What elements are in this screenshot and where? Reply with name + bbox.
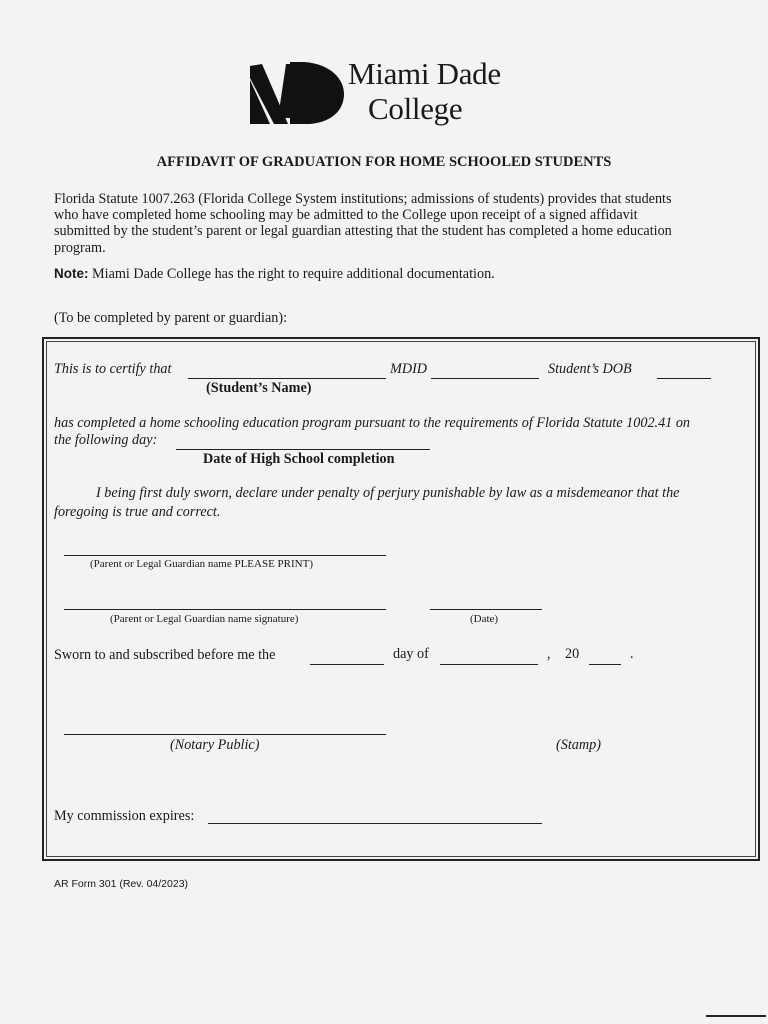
notary-caption: (Notary Public) [170,737,260,753]
intro-paragraph [54,191,714,256]
sworn-day-field[interactable] [310,664,384,665]
md-logo-icon [248,58,346,124]
form-title: AFFIDAVIT OF GRADUATION FOR HOME SCHOOLED STUDENTS [156,154,612,170]
stamp-label: (Stamp) [556,737,601,753]
intro-line: program. [54,239,106,256]
print-name-field[interactable] [64,555,386,556]
signature-field[interactable] [64,609,386,610]
mdid-label: MDID [390,361,428,377]
signature-date-field[interactable] [430,609,542,610]
sworn-year-field[interactable] [589,664,621,665]
certify-prefix: This is to certify that [54,361,172,377]
sworn-year-prefix: 20 [565,646,580,662]
signature-caption: (Parent or Legal Guardian name signature) [110,613,299,625]
note [54,266,495,283]
oath-line2: foregoing is true and correct. [54,504,221,520]
intro-line: Florida Statute 1007.263 (Florida College System institutions; admissions of students) provides that students [54,191,672,207]
dob-field[interactable] [657,378,711,379]
sworn-comma: , [547,646,551,662]
completed-by-instruction: (To be completed by parent or guardian): [54,310,288,326]
program-line2: the following day: [54,432,158,448]
mdid-field[interactable] [431,378,539,379]
scan-mark [706,1015,766,1017]
student-name-field[interactable] [188,378,386,379]
sworn-day-of: day of [393,646,429,662]
intro-line: who have completed home schooling may be admitted to the College upon receipt of a signed affidavit [54,207,638,224]
logo-text-line2: College [368,91,463,126]
sworn-prefix: Sworn to and subscribed before me the [54,647,276,663]
sworn-month-field[interactable] [440,664,538,665]
program-line1: has completed a home schooling education program pursuant to the requirements of Florida Statute 1002.41 on [54,415,691,431]
intro-line: submitted by the student’s parent or legal guardian attesting that the student has completed a home education [54,223,672,240]
dob-label: Student’s DOB [548,361,632,377]
completion-date-field[interactable] [176,449,430,450]
completion-date-caption: Date of High School completion [203,451,395,467]
form-number: AR Form 301 (Rev. 04/2023) [54,878,189,890]
sworn-period: . [630,646,634,662]
commission-field[interactable] [208,823,542,824]
commission-label: My commission expires: [54,808,195,824]
note-text: Miami Dade College has the right to require additional documentation. [88,266,495,282]
logo-text-line1: Miami Dade [348,56,501,91]
note-label: Note: [54,266,89,281]
notary-signature-field[interactable] [64,734,386,735]
student-name-caption: (Student’s Name) [206,380,312,396]
oath-line1: I being first duly sworn, declare under penalty of perjury punishable by law as a misdemeanor that the [96,485,680,501]
signature-date-caption: (Date) [470,613,499,625]
print-name-caption: (Parent or Legal Guardian name PLEASE PRINT) [90,558,313,570]
